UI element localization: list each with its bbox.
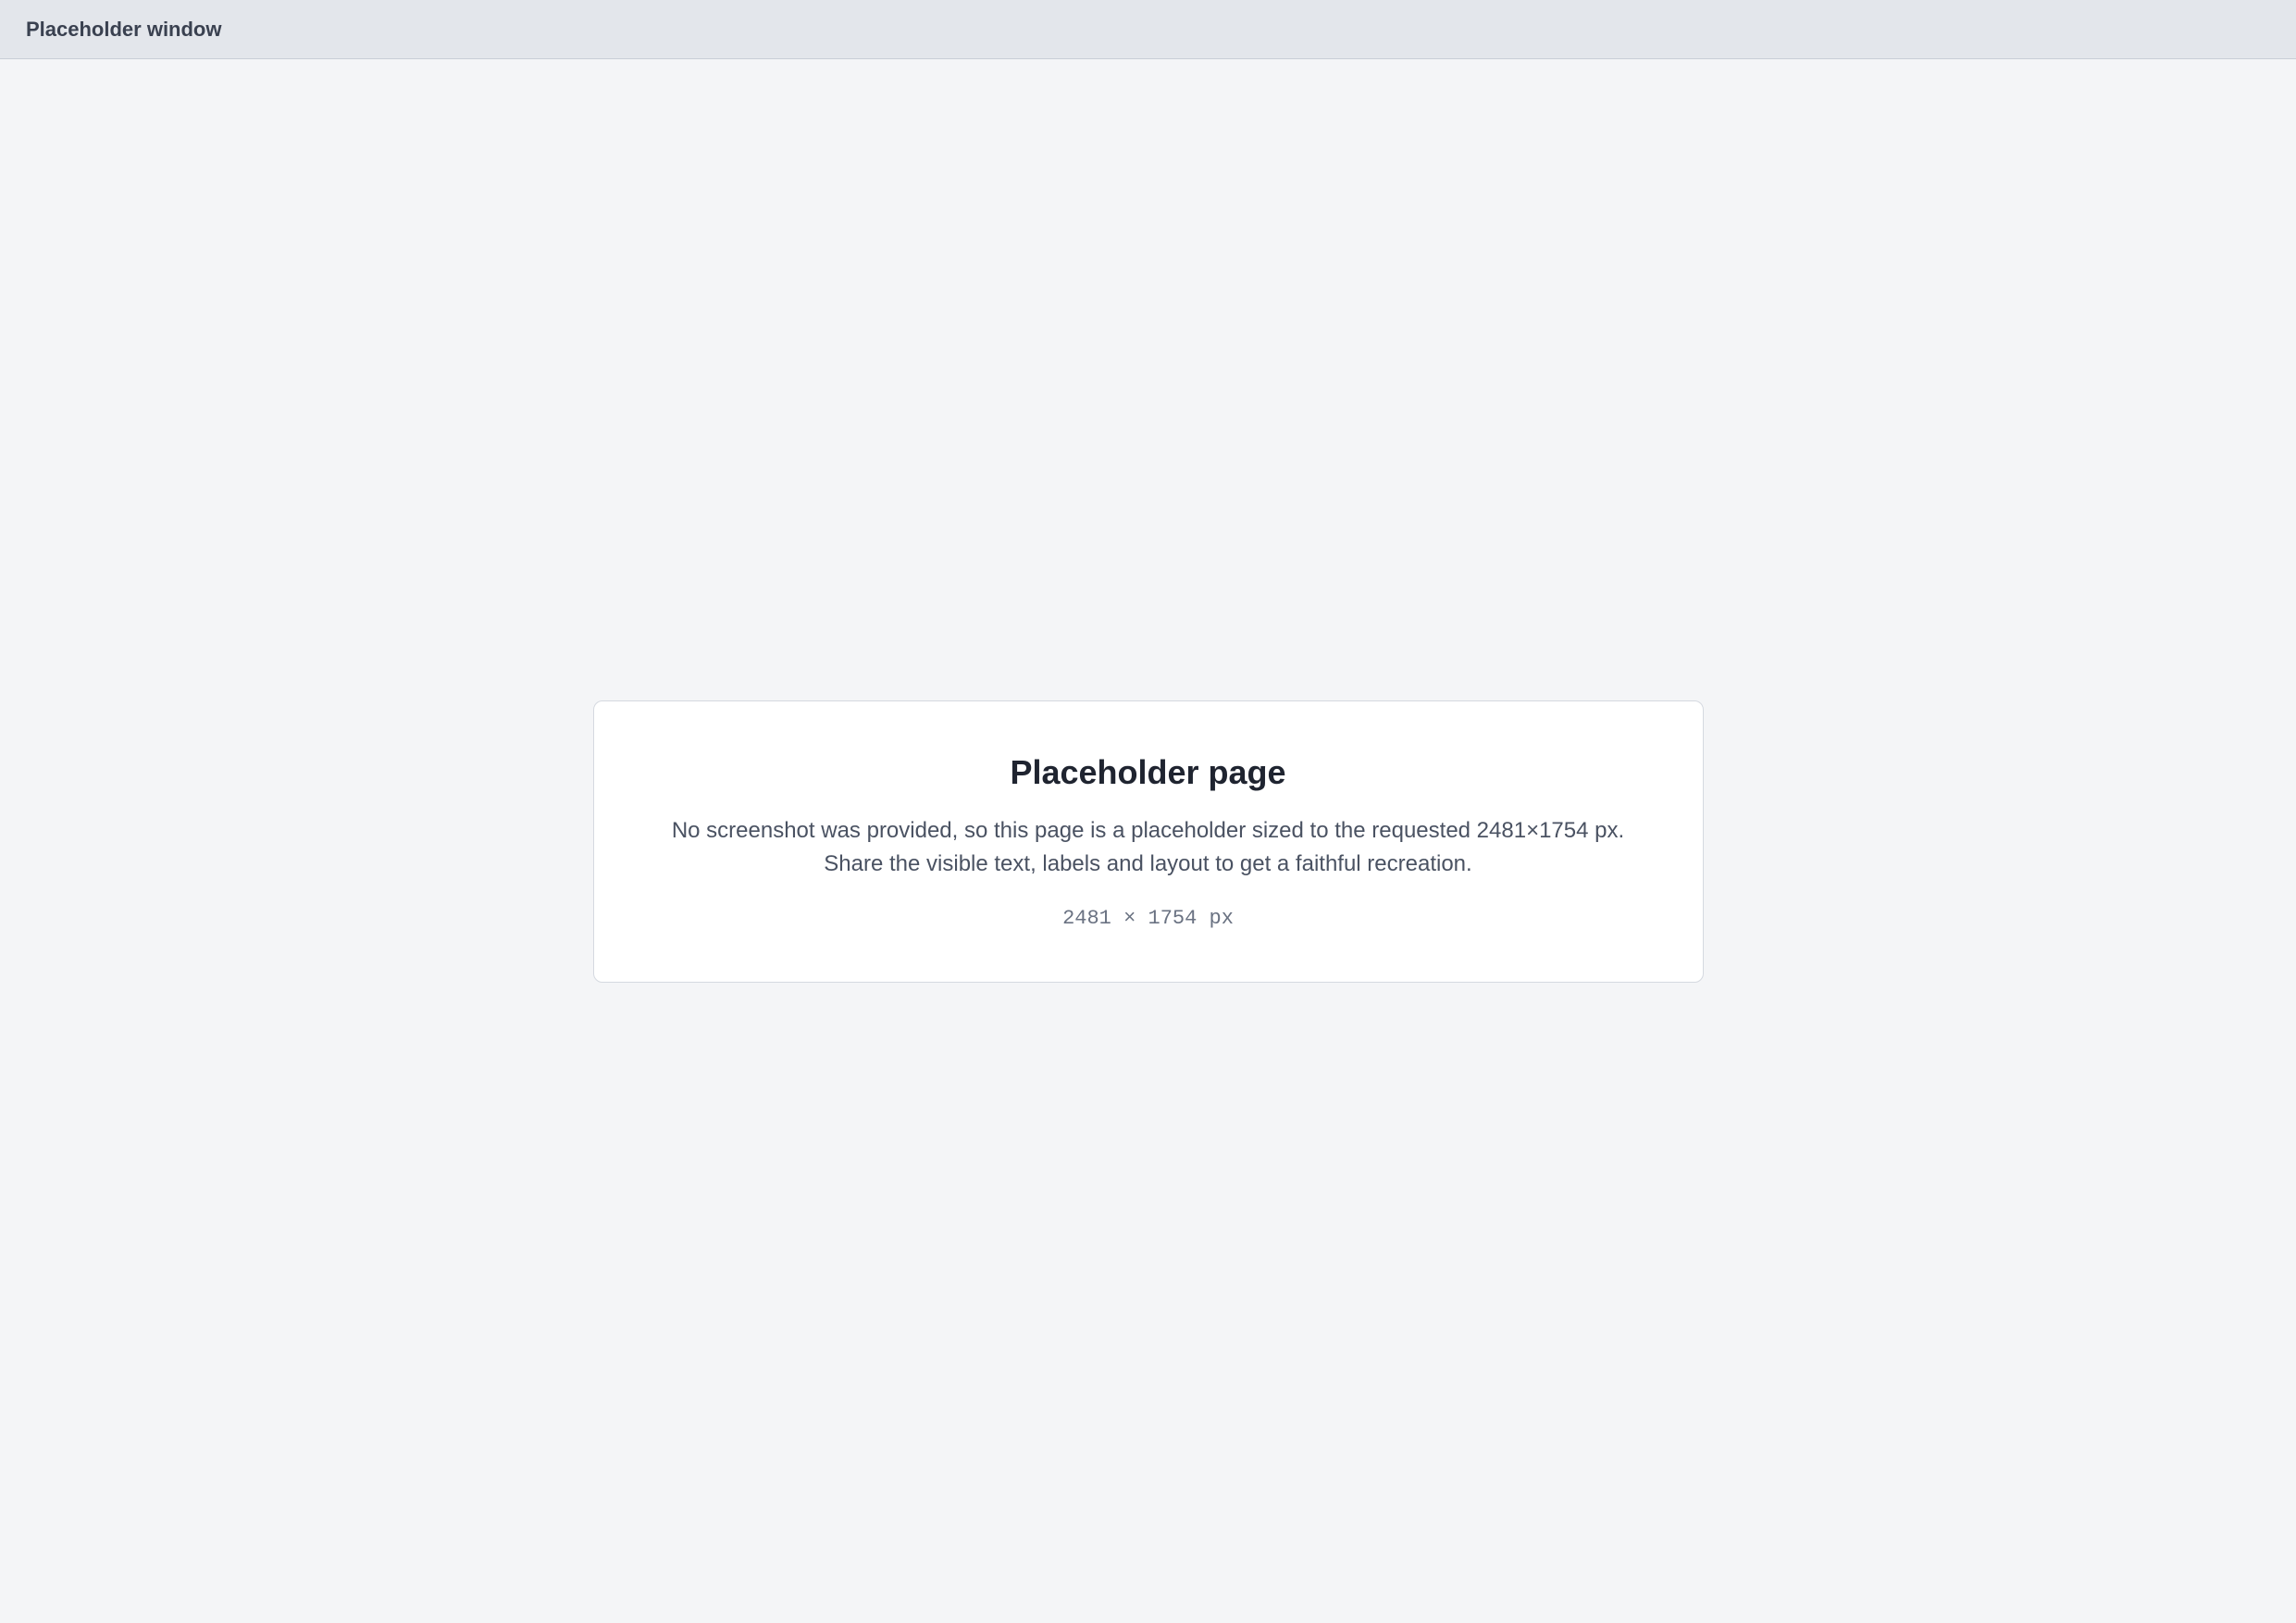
title-bar: [0, 0, 2296, 59]
page-dimensions: 2481 × 1754 px: [1062, 906, 1234, 930]
placeholder-card: [593, 700, 1704, 983]
window-title: Placeholder window: [26, 17, 222, 41]
placeholder-message: No screenshot was provided, so this page is a placeholder sized to the requested 2481×1754 px. Share the visible text, labels and layout to get a faithful recreation.: [671, 817, 1625, 876]
placeholder-heading: Placeholder page: [1010, 752, 1286, 791]
content-area: [0, 59, 2296, 1623]
